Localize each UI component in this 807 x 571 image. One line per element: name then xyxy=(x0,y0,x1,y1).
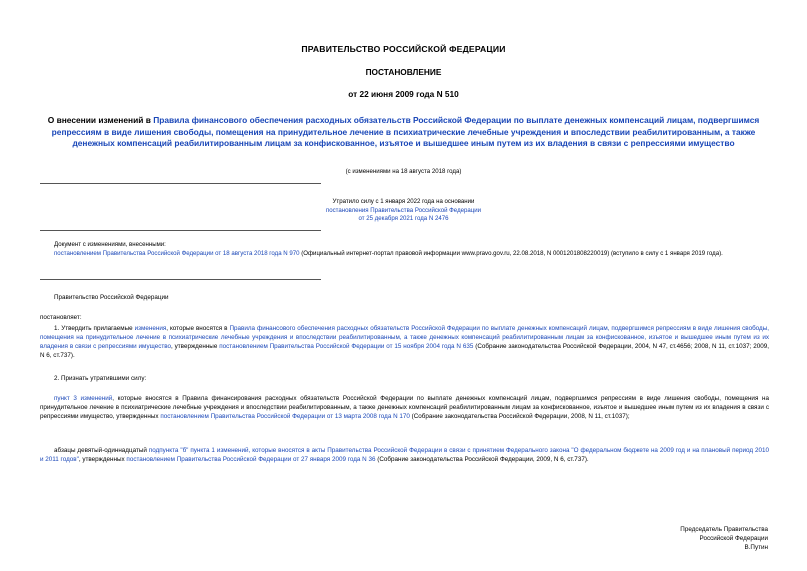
government-heading: ПРАВИТЕЛЬСТВО РОССИЙСКОЙ ФЕДЕРАЦИИ xyxy=(301,44,506,54)
amendment-decree-link[interactable]: постановлением Правительства Российской Федерации от 18 августа 2018 года N 970 xyxy=(54,250,300,257)
amendments-intro: Документ с изменениями, внесенными: xyxy=(54,241,166,248)
government-line: Правительство Российской Федерации xyxy=(54,294,169,301)
p4-text-b: , утвержденных xyxy=(78,456,127,464)
signature-position: Председатель Правительства xyxy=(680,526,768,533)
repeal-text: Утратило силу с 1 января 2022 года на основании xyxy=(332,198,475,205)
p1-decree-635-link[interactable]: постановлением Правительства Российской Федерации от 15 ноября 2004 года N 635 xyxy=(219,343,474,351)
paragraph-2: 2. Признать утратившими силу: xyxy=(54,375,147,382)
p1-text-d: (Собрание законодательства Российской Федерации, 2004, N 47, ст.4656; 2008, N 11, ст.1037; 2009, N 6, ст.737). xyxy=(40,343,769,360)
p4-subitem-link[interactable]: подпункта "б" пункта 1 изменений, которые вносятся в акты Правительства Российской Федерации в связи с принятием Федерального закона "О федеральном бюджете на 2009 год и на плановый период 2010 и 2011 годов" xyxy=(40,447,769,464)
separator-line xyxy=(40,230,321,231)
document-date-number: от 22 июня 2009 года N 510 xyxy=(348,89,459,99)
p4-text-c: (Собрание законодательства Российской Федерации, 2009, N 6, ст.737). xyxy=(375,456,589,464)
paragraph-1 xyxy=(40,324,769,360)
signature-block xyxy=(680,525,768,552)
edition-note: (с изменениями на 18 августа 2018 года) xyxy=(345,168,462,175)
signature-name: В.Путин xyxy=(744,544,768,552)
title-prefix: О внесении изменений в xyxy=(47,115,154,125)
amendment-publication-note: (Официальный интернет-портал правовой информации www.pravo.gov.ru, 22.08.2018, N 0001201808220019) (вступило в силу с 1 января 2019 года). xyxy=(299,250,723,257)
amendments-paragraph xyxy=(40,250,769,259)
p3-text-b: (Собрание законодательства Российской Федерации, 2008, N 11, ст.1037); xyxy=(409,413,630,421)
signature-country: Российской Федерации xyxy=(699,535,768,543)
repeal-decree-date-link[interactable]: от 25 декабря 2021 года N 2476 xyxy=(358,215,449,223)
separator-line xyxy=(40,279,321,280)
p4-text-a: абзацы девятый-одиннадцатый xyxy=(54,447,149,454)
title-rules-link[interactable]: Правила финансового обеспечения расходных обязательств Российской Федерации по выплате денежных компенсаций лицам, подвергшимся репрессиям в виде лишения свободы, помещения на принудительное лечение в психиатрические лечебные учреждения и впоследствии реабилитированным, а также денежных компенсаций реабилитированным лицам за конфискованное, изъятое и вышедшее иным путем из их владения в связи с репрессиями имущество xyxy=(51,115,760,148)
p1-text-c: , утвержденные xyxy=(171,343,220,351)
p3-decree-170-link[interactable]: постановлением Правительства Российской Федерации от 13 марта 2008 года N 170 xyxy=(160,413,410,421)
repeal-notice xyxy=(0,198,807,224)
p3-item-3-link[interactable]: пункт 3 изменений xyxy=(54,395,113,402)
p1-text-b: , которые вносятся в xyxy=(166,325,230,332)
document-type-heading: ПОСТАНОВЛЕНИЕ xyxy=(365,67,442,77)
p4-decree-36-link[interactable]: постановлением Правительства Российской Федерации от 27 января 2009 года N 36 xyxy=(126,456,376,464)
separator-line xyxy=(40,183,321,184)
p1-changes-link[interactable]: изменения xyxy=(134,325,167,332)
decrees-line: постановляет: xyxy=(40,314,82,321)
document-title xyxy=(40,115,767,150)
p3-text-a: , которые вносятся в Правила финансирования расходных обязательств Российской Федерации по выплате денежных компенсаций лицам, подвергшимся репрессиям в виде лишения свободы, помещения на принудительное лечение в психиатрические лечебные учреждения и впоследствии реабилитированным, а также денежных компенсаций реабилитированным лицам за конфискованное, изъятое и вышедшее иным путем из их владения в связи с репрессиями имущество, утвержденных xyxy=(40,395,769,421)
paragraph-4 xyxy=(40,446,769,464)
repeal-decree-link[interactable]: постановления Правительства Российской Федерации xyxy=(325,206,482,214)
paragraph-3 xyxy=(40,394,769,421)
p1-rules-link[interactable]: Правила финансового обеспечения расходных обязательств Российской Федерации по выплате денежных компенсаций лицам, подвергшимся репрессиям в виде лишения свободы, помещения на принудительное лечение в психиатрические лечебные учреждения и впоследствии реабилитированным, а также денежных компенсаций реабилитированным лицам за конфискованное, изъятое и вышедшее иным путем из их владения в связи с репрессиями имущество xyxy=(40,325,769,351)
p1-text-a: 1. Утвердить прилагаемые xyxy=(54,325,135,332)
